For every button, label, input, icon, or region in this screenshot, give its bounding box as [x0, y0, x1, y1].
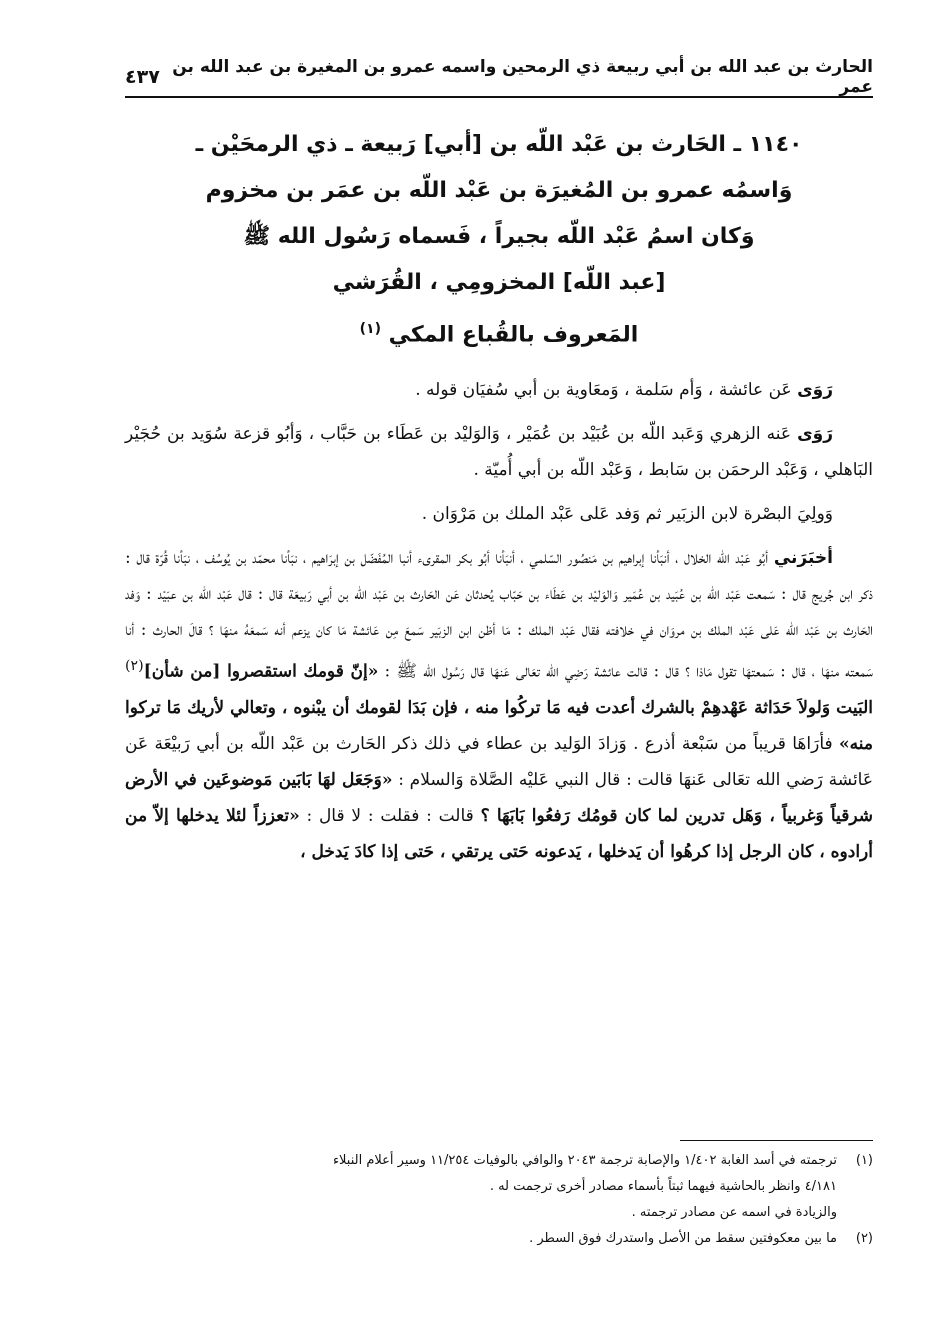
footnote-marker-2: (٢) [125, 658, 144, 674]
footnote-line: ما بين معكوفتين سقط من الأصل واستدرك فوق السطر . [529, 1231, 837, 1246]
hadith-quote: البَيت وَلولاَ حَدَاثة عَهْدهِمْ بالشرك أعدت فيه مَا تركُوا منه ، فإن بَدَا لقومك أن يبْنوه ، وتعالي لأريك مَا تركوا منه» [125, 697, 873, 754]
running-header [125, 57, 873, 97]
lead-word: رَوَى [797, 380, 833, 400]
hadith-quote: «وَجَعَل لهَا بَابَين مَوضوعَين في الأرض شرقياً وَغربياً ، وَهَل تدرين لما كان قومُك رَفعُوا بَابَهَا ؟ [125, 769, 873, 826]
paragraph-text: عَن عائشة ، وَأم سَلمة ، وَمعَاوية بن أبي سُفيَان قوله . [415, 380, 798, 400]
body-text [125, 372, 873, 878]
title-line-1 [125, 122, 873, 168]
footnote-2 [125, 1226, 873, 1252]
paragraph-narrated-from [125, 372, 873, 408]
paragraph-text: عَنه الزهري وَعَبد اللّه بن عُبَيْد بن عُمَيْر ، وَالوَليْد بن عَطَاء بن حَبَّاب ، وَأبُو قزعة سُوَيد بن حُجَيْر البَاهلي ، وَعَبْد الرحمَن بن سَابط ، وَعَبْد اللّه بن أبي أُميّة . [125, 424, 873, 480]
footnote-body [125, 1226, 837, 1252]
title-line-4-text: [عبد اللّه] المخزومِي ، القُرَشي [332, 270, 666, 295]
paragraph-text: قالت : فقلت : لا قال : [299, 805, 481, 826]
title-line-3 [125, 214, 873, 260]
hadith-quote: «إنّ قومك استقصروا [من شأن] [143, 661, 379, 682]
paragraph-text: وَولِيَ البصْرة لابن الزبَير ثم وَفد عَلى عَبْد الملك بن مَرْوَان . [421, 504, 833, 524]
paragraph-text: أبُو عَبْد اللّه الخلال ، أنبَأنا إبراهيم بن مَنصُور السّلمي ، أنبَأنا أبُو بكر المقرىء أنبا المُفَضّل بن إبرَاهيم ، نبَأنا محمّد بن يُوسُف ، نبَأنا قُرّة قال : ذكر ابن جُريج قال : سَمعت عَبْد اللّه بن عُبَيد بن عُمَير وَالوَليْد بن عَطَاء بن حَبّاب يُحدثان عَن الحَارث بن عَبْد اللّه بن أبي رَبيعَة قال : قال عَبْد اللّه بن عبَيْد : وَفد الحَارث بن عَبْد اللّه عَلى عَبْد الملك بن مروَان في خلافته فقال عَبْد الملك : مَا أظن ابن الزبَير سَمعَ مِن عَائشة مَا كان يزعم أنه سَمعَهُ منهَا ؟ قالَ الحارث : أنا سَمعته منهَا ، قال : سَمعتهَا تقول مَاذا ؟ قال : قالت عائشة رَضِي الله تعَالى عَنهَا قال رَسُول الله ﷺ : [125, 548, 873, 682]
paragraph-narrators [125, 416, 873, 488]
footnote-line: ترجمته في أسد الغابة ١/٤٠٢ والإصابة ترجمة ٢٠٤٣ والوافي بالوفيات ١١/٢٥٤ وسير أعلام النبلاء [332, 1153, 837, 1168]
footnotes [125, 1148, 873, 1252]
title-line-3-text: وَكان اسمُ عَبْد اللّه بجيراً ، فَسماه رَسُول الله ﷺ [243, 224, 755, 249]
footnote-line: ٤/١٨١ وانظر بالحاشية فيهما ثبتاً بأسماء مصادر أخرى ترجمت له . [489, 1179, 837, 1194]
footnote-body [125, 1148, 837, 1226]
footnote-marker: (٢) [855, 1231, 873, 1246]
footnote-1 [125, 1148, 873, 1226]
title-line-4 [125, 260, 873, 306]
paragraph-governorship [125, 496, 873, 532]
title-line-1-text: ١١٤٠ ـ الحَارث بن عَبْد اللّه بن [أبي] رَبيعة ـ ذي الرمحَيْن ـ [195, 132, 803, 157]
lead-word: أخبَرَني [773, 548, 833, 568]
title-footnote-marker: (١) [359, 321, 381, 337]
footnote-line: والزيادة في اسمه عن مصادر ترجمته . [631, 1205, 837, 1220]
page-number: ٤٣٧ [125, 66, 160, 88]
paragraph-hadith [125, 540, 873, 870]
paragraph-text: فأرَاهَا قريباً من سَبْعة أذرع . وَزادَ الوَليد بن عطاء في ذلك ذكر الحَارث بن عَبْد اللّه بن أبي رَبيْعَة عَن عَائشة رَضي الله تعَالى عَنهَا قالت : قال النبي عَليْه الصَّلاة وَالسلام : [125, 733, 874, 790]
title-line-5 [125, 306, 873, 352]
entry-title [125, 122, 873, 352]
running-title: الحارث بن عبد الله بن أبي ربيعة ذي الرمحين واسمه عمرو بن المغيرة بن عبد الله بن عمر [172, 57, 873, 97]
footnote-rule [680, 1140, 873, 1141]
title-line-2 [125, 168, 873, 214]
footnote-marker: (١) [855, 1153, 873, 1168]
lead-word: رَوَى [797, 424, 833, 444]
title-line-5-text: المَعروف بالقُباع المكي [388, 322, 639, 348]
title-line-2-text: وَاسمُه عمرو بن المُغيرَة بن عَبْد اللّه بن عمَر بن مخزوم [205, 178, 793, 203]
hadith-quote: «تعززاً لئلا يدخلها إلاّ من أرادوه ، كان الرجل إذا كرهُوا أن يَدخلها ، يَدعونه حَتى يرتقي ، حَتى إذا كادَ يَدخل ، [125, 805, 873, 862]
header-rule [125, 96, 873, 98]
